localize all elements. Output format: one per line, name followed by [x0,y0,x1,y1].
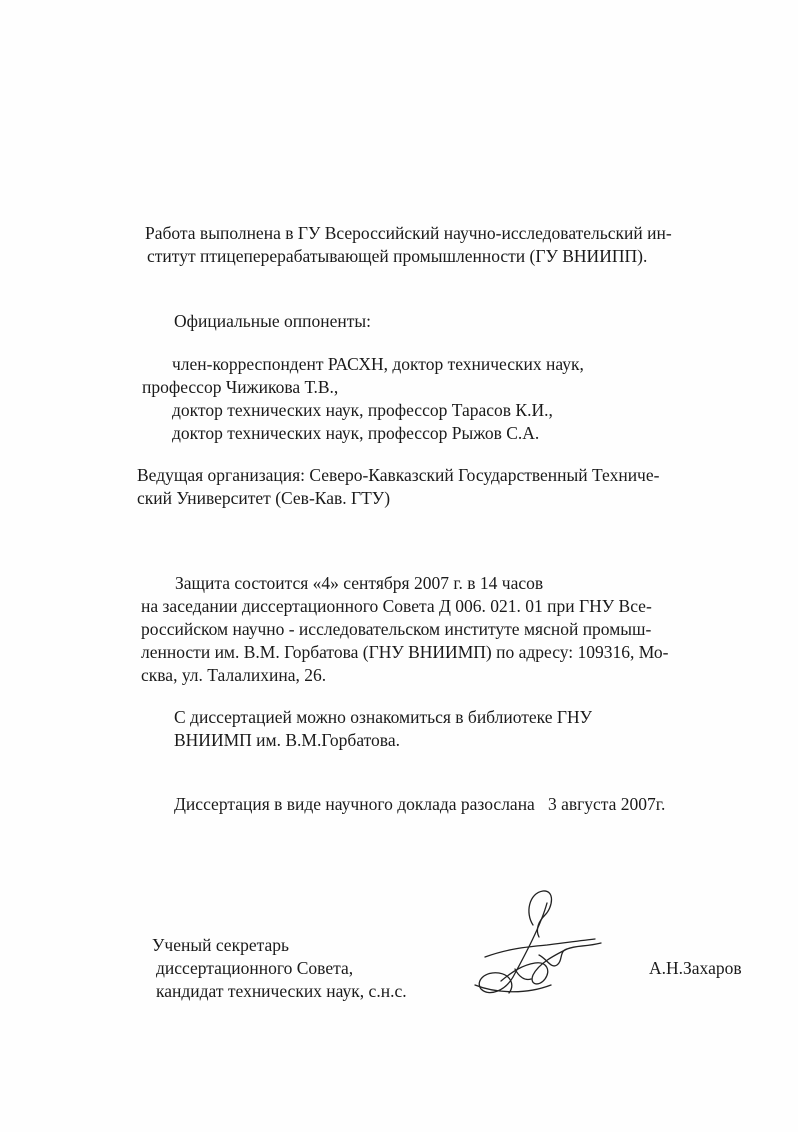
defense-line-4: ленности им. В.М. Горбатова (ГНУ ВНИИМП) по адресу: 109316, Мо- [141,642,669,662]
defense-line-2: на заседании диссертационного Совета Д 006. 021. 01 при ГНУ Все- [141,596,652,616]
defense-line-1: Защита состоится «4» сентября 2007 г. в 14 часов [175,573,544,593]
secretary-title: Ученый секретарь [152,935,289,955]
distribution-line: Диссертация в виде научного доклада разослана 3 августа 2007г. [174,794,666,814]
secretary-degree: кандидат технических наук, с.н.с. [156,981,407,1001]
leading-org-line-2: ский Университет (Сев-Кав. ГТУ) [137,488,391,508]
library-line-1: С диссертацией можно ознакомиться в библиотеке ГНУ [174,707,593,727]
signature-icon [455,885,615,1015]
defense-line-3: российском научно - исследовательском институте мясной промыш- [141,619,652,639]
secretary-name: А.Н.Захаров [649,958,742,978]
defense-line-5: сква, ул. Талалихина, 26. [141,665,327,685]
opponent-line-2: профессор Чижикова Т.В., [142,377,339,397]
leading-org-line-1: Ведущая организация: Северо-Кавказский Государственный Техниче- [137,465,660,485]
opponent-line-3: доктор технических наук, профессор Тарасов К.И., [172,400,553,420]
opponent-line-4: доктор технических наук, профессор Рыжов С.А. [172,423,540,443]
opponents-heading: Официальные оппоненты: [174,311,371,331]
opponent-line-1: член-корреспондент РАСХН, доктор технических наук, [172,354,584,374]
intro-line-1: Работа выполнена в ГУ Всероссийский научно-исследовательский ин- [145,223,672,243]
intro-line-2: ститут птицеперерабатывающей промышленности (ГУ ВНИИПП). [147,246,648,266]
library-line-2: ВНИИМП им. В.М.Горбатова. [174,730,400,750]
secretary-council: диссертационного Совета, [156,958,354,978]
